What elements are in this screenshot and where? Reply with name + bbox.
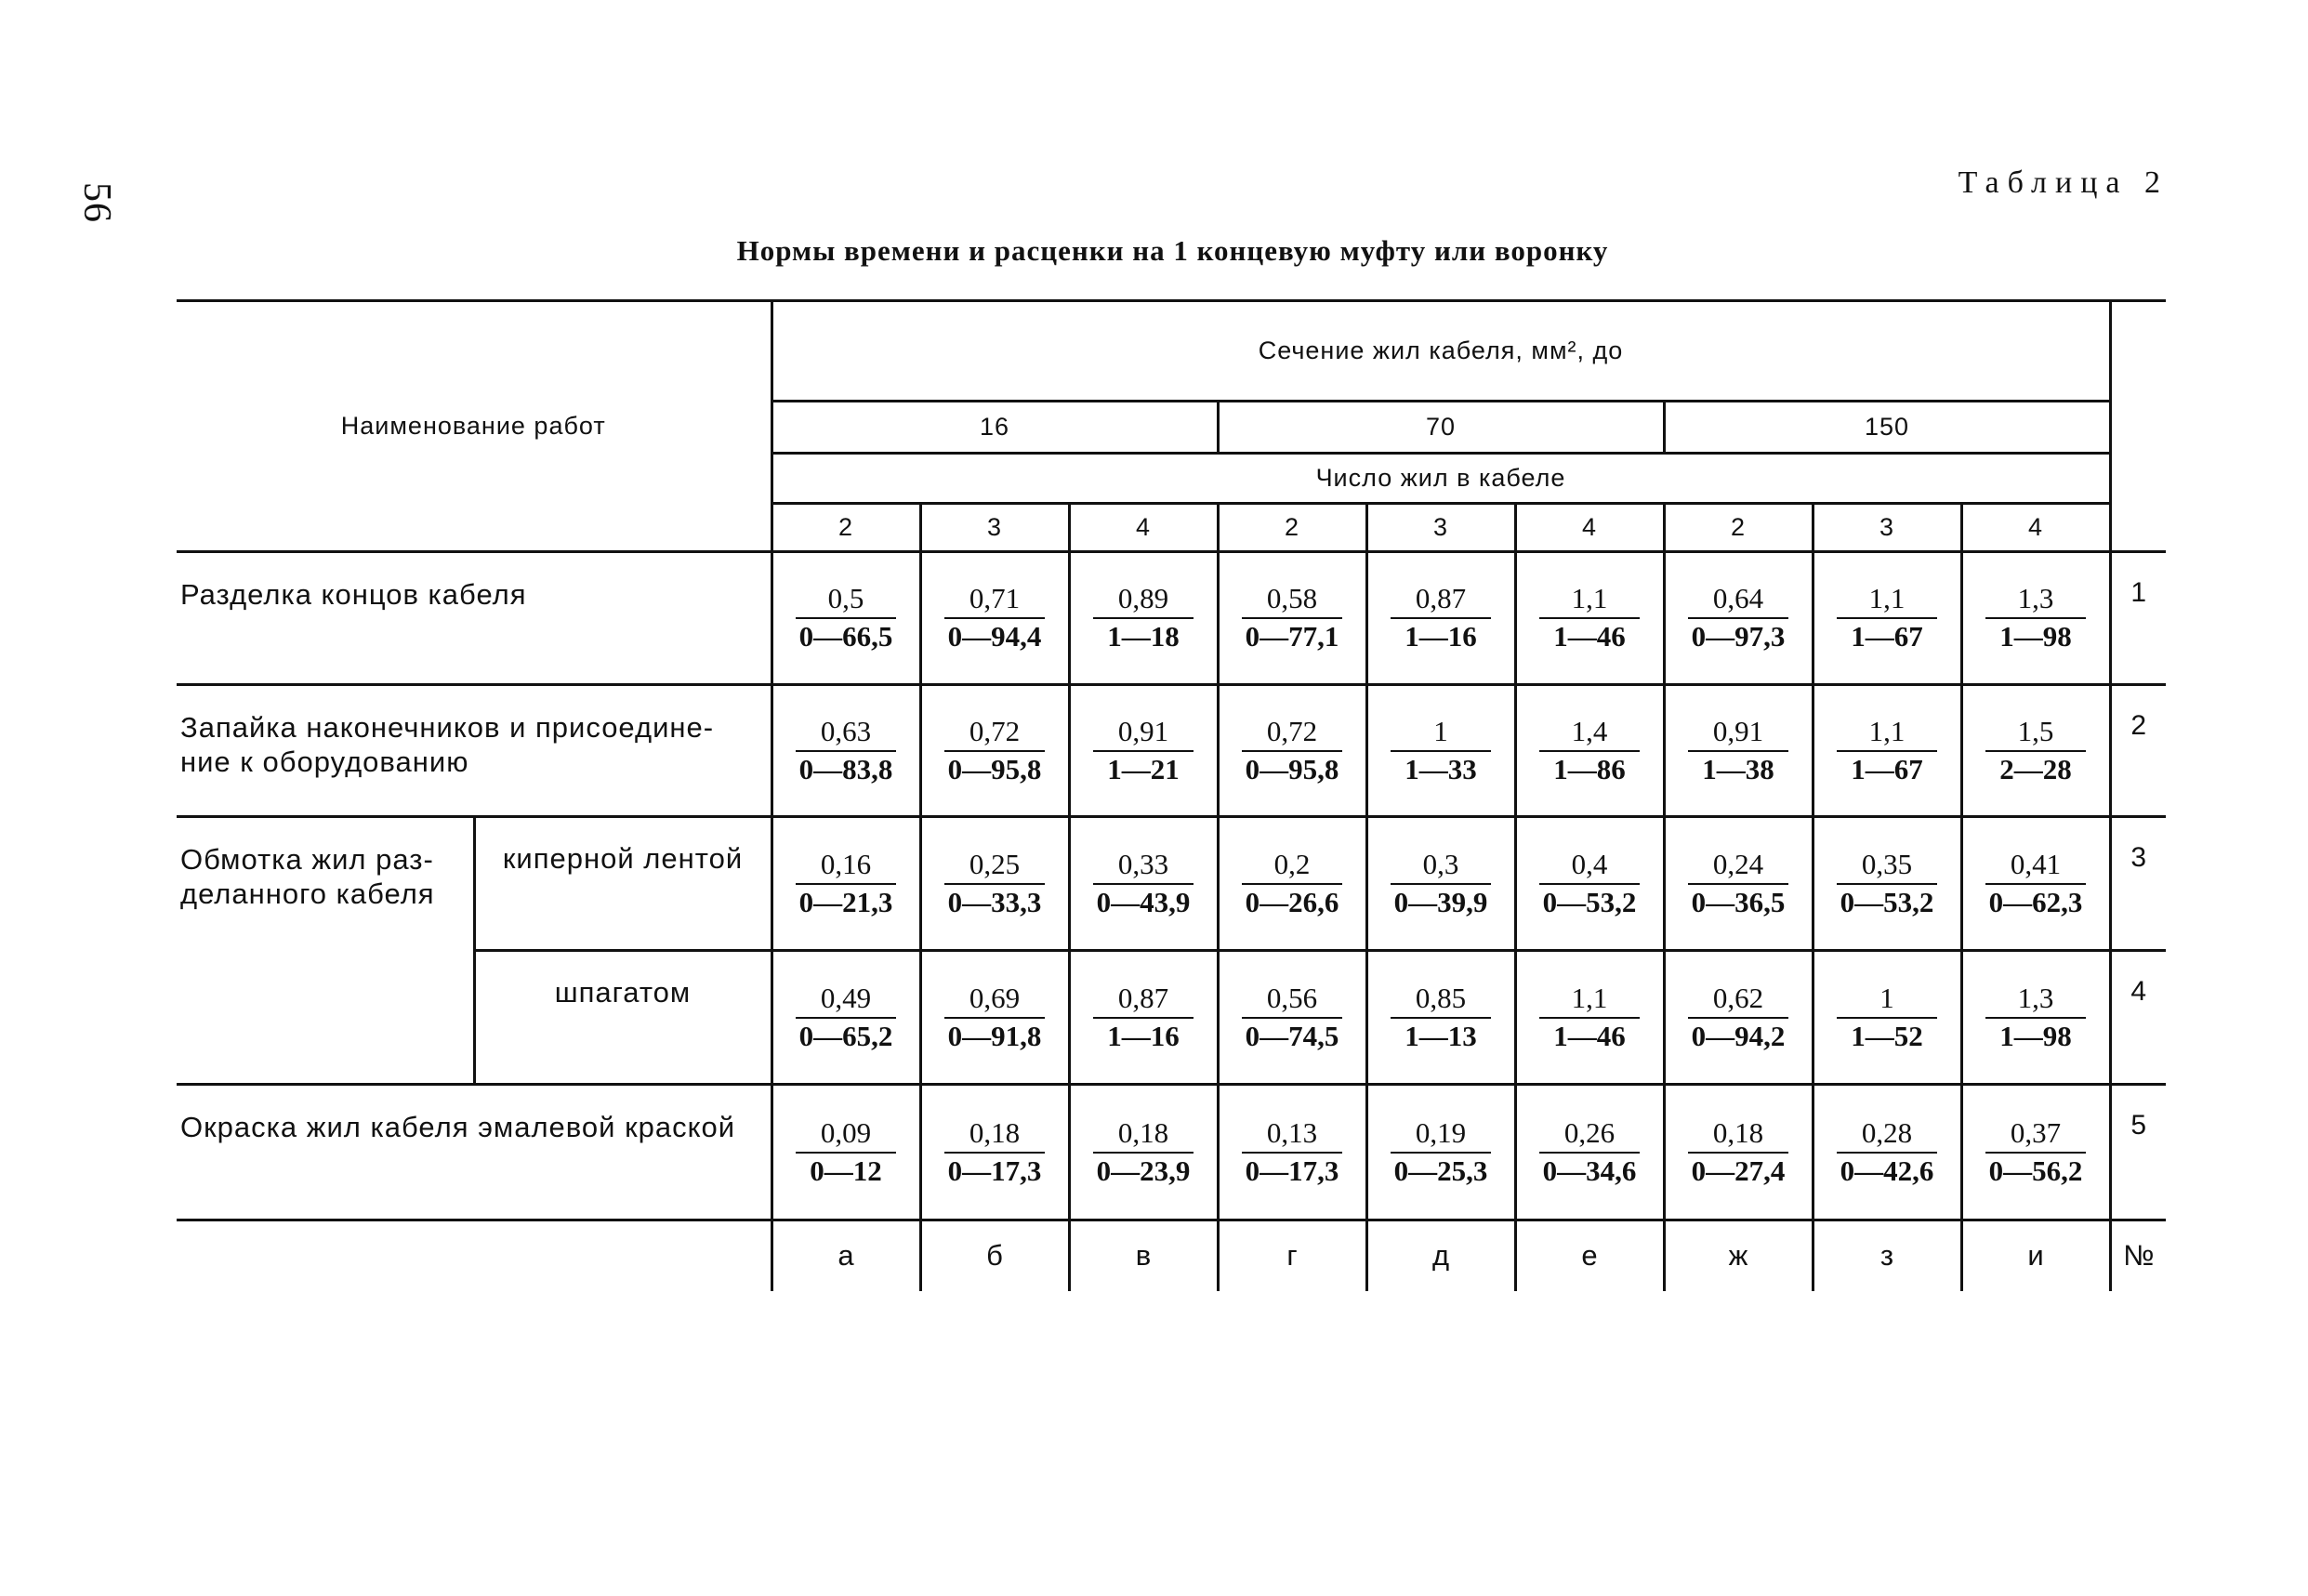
column-letter: ж <box>1664 1220 1813 1291</box>
value-cell: $\frac{1,1}{1—46}$ <box>1539 982 1640 1054</box>
value-cell: $\frac{1,4}{1—86}$ <box>1539 715 1640 787</box>
value-cell: $\frac{0,26}{0—34,6}$ <box>1539 1116 1640 1189</box>
value-cell: $\frac{1,1}{1—46}$ <box>1539 582 1640 654</box>
table-row <box>177 685 2166 817</box>
cores-count: 4 <box>1515 504 1664 552</box>
row-number: 1 <box>2110 552 2166 685</box>
table-row <box>177 1085 2166 1220</box>
works-column-header: Наименование работ <box>177 301 772 552</box>
row-number: 3 <box>2110 817 2166 951</box>
value-cell: $\frac{0,89}{1—18}$ <box>1093 582 1194 654</box>
value-cell: $\frac{0,72}{0—95,8}$ <box>944 715 1045 787</box>
value-cell: $\frac{0,85}{1—13}$ <box>1391 982 1491 1054</box>
work-subname: киперной лентой <box>474 817 772 951</box>
work-name: Запайка наконечников и присоедине-ние к оборудованию <box>177 685 772 817</box>
value-cell: $\frac{0,33}{0—43,9}$ <box>1093 848 1194 920</box>
cores-count: 3 <box>1813 504 1961 552</box>
value-cell: $\frac{1}{1—33}$ <box>1391 715 1491 787</box>
section-header: Сечение жил кабеля, мм², до <box>772 301 2110 402</box>
value-cell: $\frac{1,3}{1—98}$ <box>1985 582 2086 654</box>
value-cell: $\frac{1,3}{1—98}$ <box>1985 982 2086 1054</box>
column-letter: д <box>1366 1220 1515 1291</box>
value-cell: $\frac{0,37}{0—56,2}$ <box>1985 1116 2086 1189</box>
work-name: Разделка концов кабеля <box>177 552 772 685</box>
value-cell: $\frac{0,2}{0—26,6}$ <box>1242 848 1342 920</box>
value-cell: $\frac{0,13}{0—17,3}$ <box>1242 1116 1342 1189</box>
work-name: Окраска жил кабеля эмалевой краской <box>177 1085 772 1220</box>
row-number: 5 <box>2110 1085 2166 1220</box>
value-cell: $\frac{1,5}{2—28}$ <box>1985 715 2086 787</box>
cores-header: Число жил в кабеле <box>772 454 2110 504</box>
value-cell: $\frac{0,91}{1—38}$ <box>1688 715 1788 787</box>
table-label: Таблица 2 <box>1958 165 2169 200</box>
column-letter: а <box>772 1220 920 1291</box>
value-cell: $\frac{0,58}{0—77,1}$ <box>1242 582 1342 654</box>
cores-count: 2 <box>1218 504 1366 552</box>
value-cell: $\frac{0,19}{0—25,3}$ <box>1391 1116 1491 1189</box>
norms-table <box>177 299 2166 1291</box>
value-cell: $\frac{0,87}{1—16}$ <box>1093 982 1194 1054</box>
cores-count: 4 <box>1961 504 2110 552</box>
value-cell: $\frac{0,18}{0—23,9}$ <box>1093 1116 1194 1189</box>
column-letter: е <box>1515 1220 1664 1291</box>
column-letter: з <box>1813 1220 1961 1291</box>
value-cell: $\frac{0,18}{0—17,3}$ <box>944 1116 1045 1189</box>
cores-count: 2 <box>772 504 920 552</box>
table-row <box>177 552 2166 685</box>
value-cell: $\frac{0,64}{0—97,3}$ <box>1688 582 1788 654</box>
value-cell: $\frac{0,24}{0—36,5}$ <box>1688 848 1788 920</box>
value-cell: $\frac{0,16}{0—21,3}$ <box>796 848 896 920</box>
value-cell: $\frac{0,3}{0—39,9}$ <box>1391 848 1491 920</box>
cores-count: 3 <box>1366 504 1515 552</box>
section-16: 16 <box>772 402 1218 454</box>
column-letter: и <box>1961 1220 2110 1291</box>
value-cell: $\frac{0,62}{0—94,2}$ <box>1688 982 1788 1054</box>
value-cell: $\frac{0,49}{0—65,2}$ <box>796 982 896 1054</box>
value-cell: $\frac{1}{1—52}$ <box>1837 982 1937 1054</box>
row-number: 2 <box>2110 685 2166 817</box>
value-cell: $\frac{0,91}{1—21}$ <box>1093 715 1194 787</box>
value-cell: $\frac{0,25}{0—33,3}$ <box>944 848 1045 920</box>
value-cell: $\frac{0,71}{0—94,4}$ <box>944 582 1045 654</box>
section-70: 70 <box>1218 402 1664 454</box>
table-title: Нормы времени и расценки на 1 концевую муфту или воронку <box>736 234 1609 267</box>
value-cell: $\frac{0,56}{0—74,5}$ <box>1242 982 1342 1054</box>
row-number: 4 <box>2110 951 2166 1085</box>
cores-count: 4 <box>1069 504 1218 552</box>
column-letter: г <box>1218 1220 1366 1291</box>
column-letters-row <box>177 1220 2166 1291</box>
value-cell: $\frac{0,09}{0—12}$ <box>796 1116 896 1189</box>
work-name: Обмотка жил раз-деланного кабеля <box>177 817 474 1085</box>
value-cell: $\frac{0,4}{0—53,2}$ <box>1539 848 1640 920</box>
section-150: 150 <box>1664 402 2110 454</box>
value-cell: $\frac{1,1}{1—67}$ <box>1837 715 1937 787</box>
work-subname: шпагатом <box>474 951 772 1085</box>
page-number: 56 <box>75 182 118 223</box>
value-cell: $\frac{1,1}{1—67}$ <box>1837 582 1937 654</box>
value-cell: $\frac{0,28}{0—42,6}$ <box>1837 1116 1937 1189</box>
value-cell: $\frac{0,35}{0—53,2}$ <box>1837 848 1937 920</box>
table-row <box>177 951 2166 1085</box>
column-letter: б <box>920 1220 1069 1291</box>
value-cell: $\frac{0,5}{0—66,5}$ <box>796 582 896 654</box>
value-cell: $\frac{0,87}{1—16}$ <box>1391 582 1491 654</box>
cores-count: 2 <box>1664 504 1813 552</box>
value-cell: $\frac{0,63}{0—83,8}$ <box>796 715 896 787</box>
value-cell: $\frac{0,41}{0—62,3}$ <box>1985 848 2086 920</box>
table-row <box>177 817 2166 951</box>
value-cell: $\frac{0,18}{0—27,4}$ <box>1688 1116 1788 1189</box>
value-cell: $\frac{0,72}{0—95,8}$ <box>1242 715 1342 787</box>
value-cell: $\frac{0,69}{0—91,8}$ <box>944 982 1045 1054</box>
number-symbol: № <box>2123 1239 2155 1273</box>
cores-count: 3 <box>920 504 1069 552</box>
column-letter: в <box>1069 1220 1218 1291</box>
